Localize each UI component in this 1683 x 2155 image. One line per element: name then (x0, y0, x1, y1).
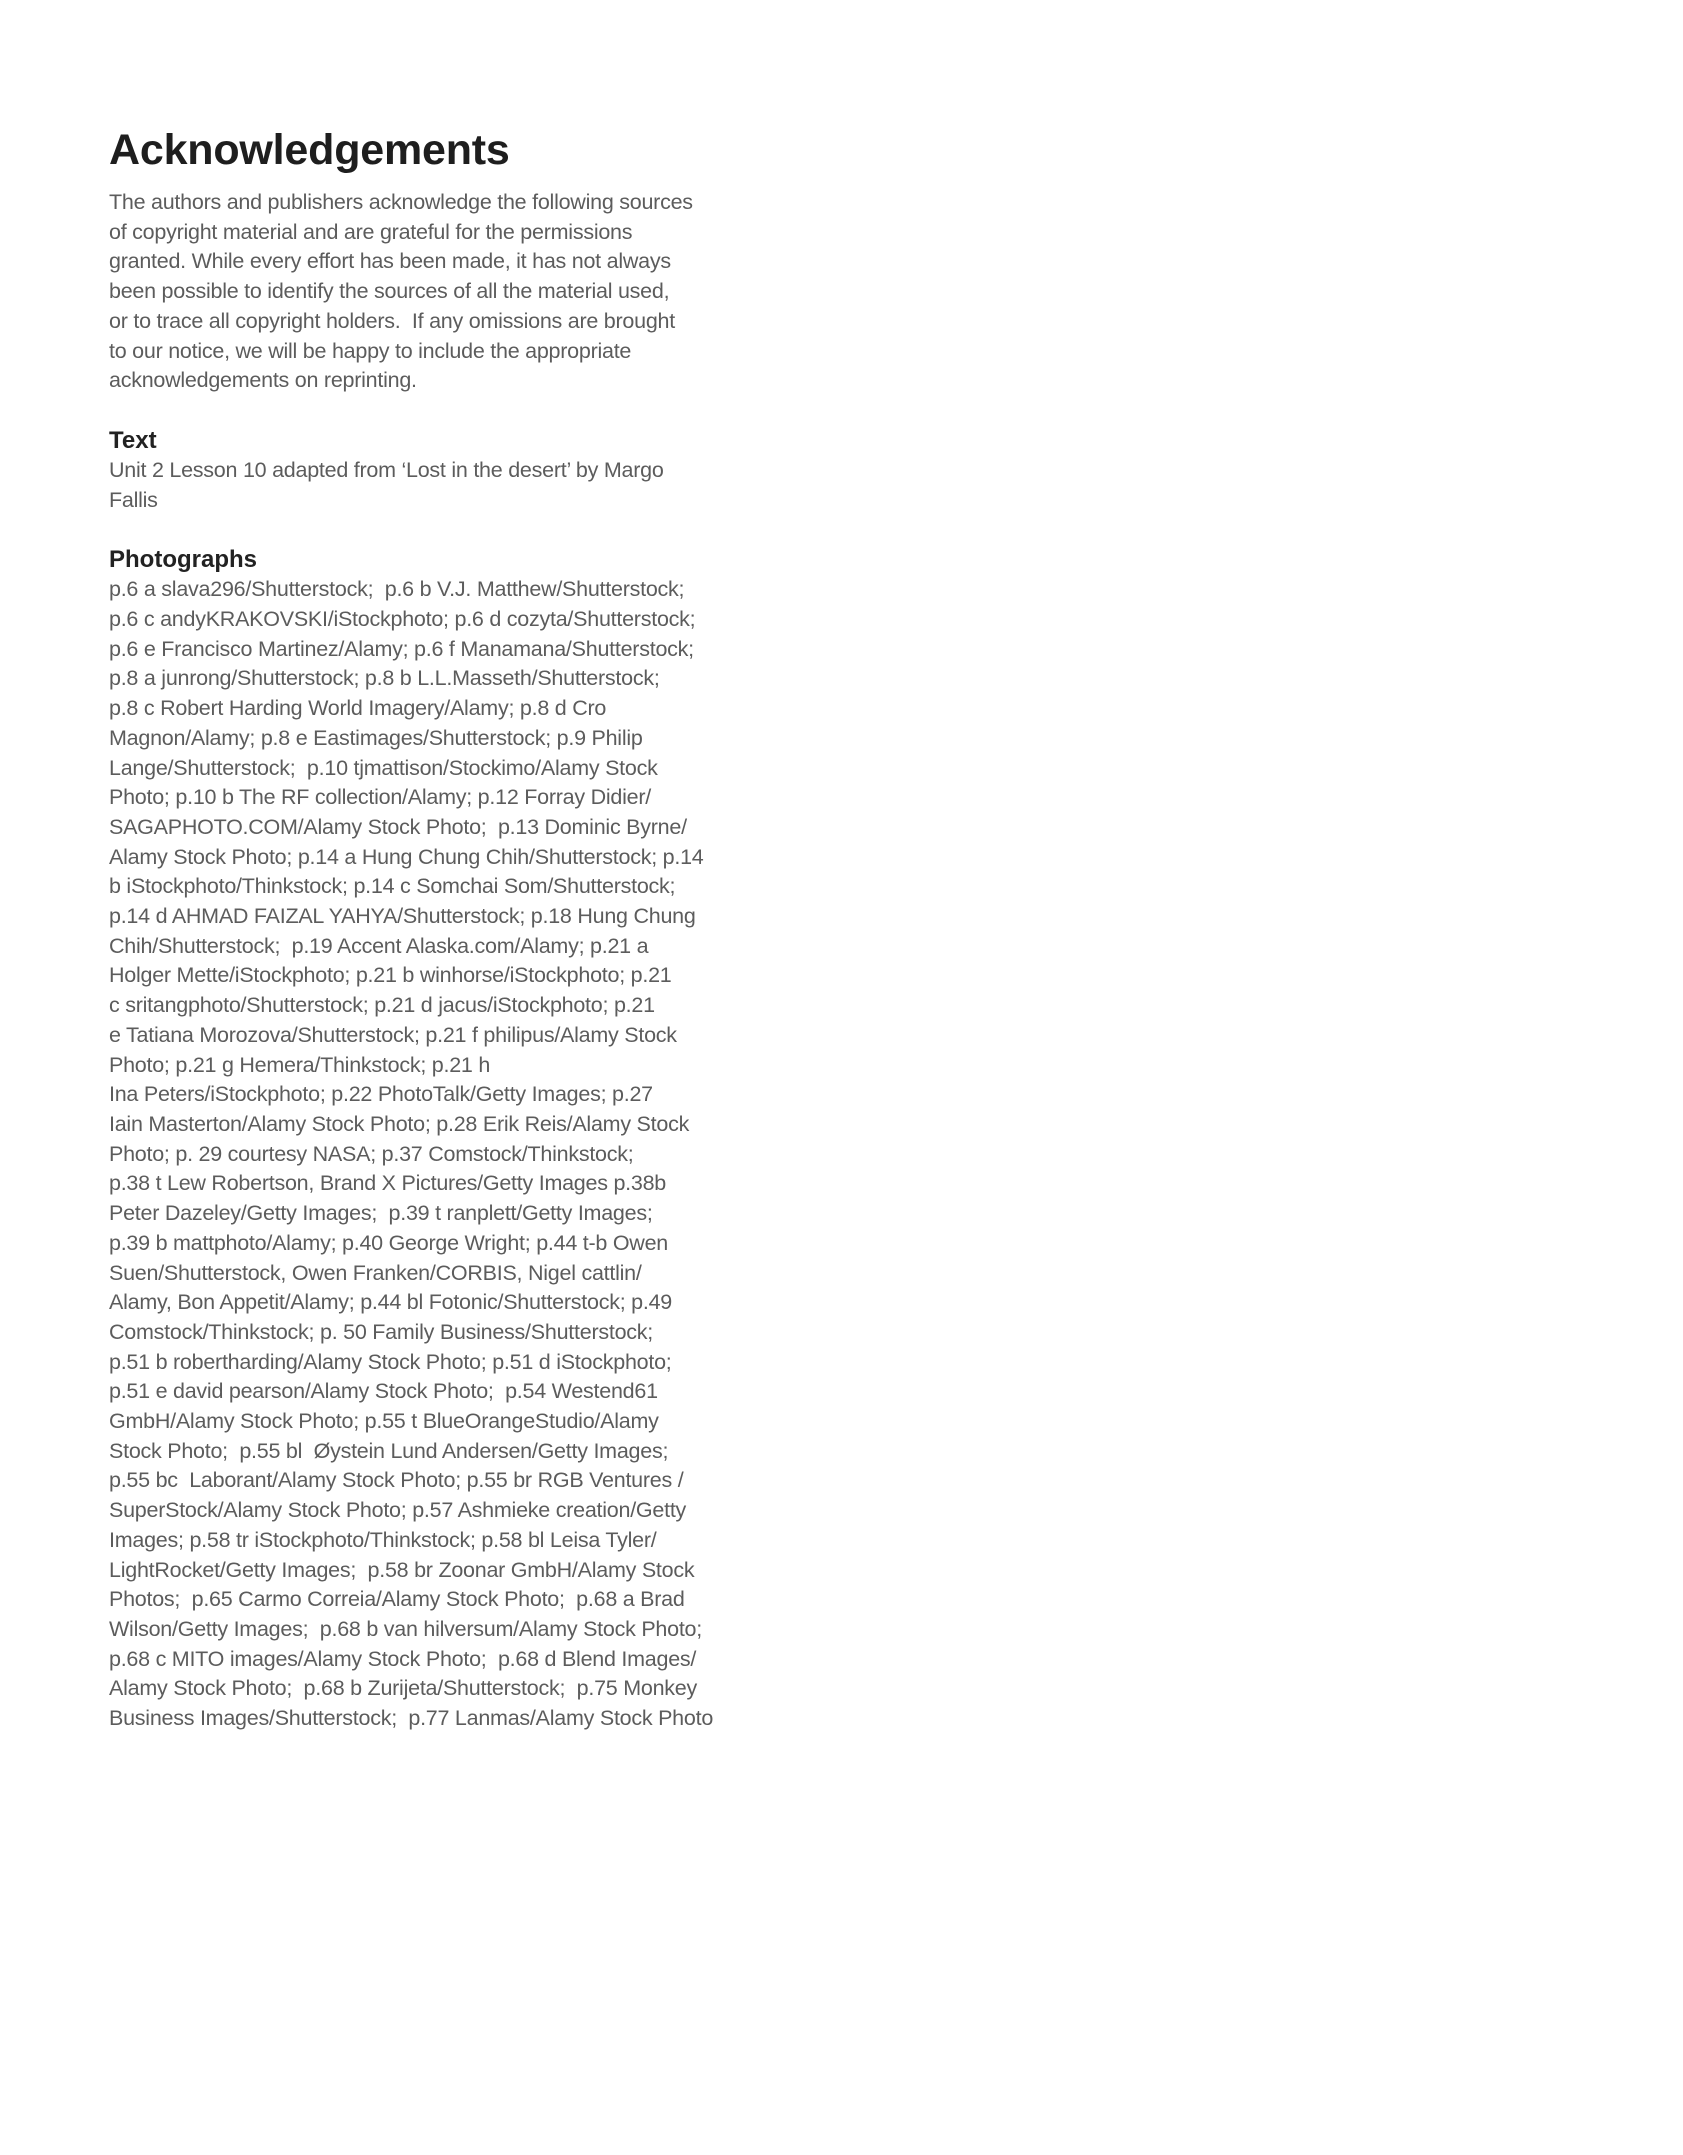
photo-credit-line: Alamy, Bon Appetit/Alamy; p.44 bl Fotonic/Shutterstock; p.49 (109, 1290, 673, 1315)
photo-credit-line: b iStockphoto/Thinkstock; p.14 c Somchai Som/Shutterstock; (109, 874, 676, 899)
photo-credit-line: Images; p.58 tr iStockphoto/Thinkstock; p.58 bl Leisa Tyler/ (109, 1527, 657, 1552)
photo-credit-line: p.14 d AHMAD FAIZAL YAHYA/Shutterstock; p.18 Hung Chung (109, 904, 696, 929)
text-credits (109, 456, 829, 515)
photo-credit-line: Alamy Stock Photo; p.14 a Hung Chung Chih/Shutterstock; p.14 (109, 844, 704, 869)
intro-line: The authors and publishers acknowledge the following sources (109, 190, 693, 214)
intro-line: acknowledgements on reprinting. (109, 368, 417, 393)
photo-credit-line: Alamy Stock Photo; p.68 b Zurijeta/Shutterstock; p.75 Monkey (109, 1676, 697, 1701)
photo-credit-line: Stock Photo; p.55 bl Øystein Lund Andersen/Getty Images; (109, 1438, 669, 1463)
photo-credit-line: Photo; p.21 g Hemera/Thinkstock; p.21 h (109, 1052, 491, 1077)
photo-credit-line: Ina Peters/iStockphoto; p.22 PhotoTalk/Getty Images; p.27 (109, 1082, 653, 1107)
photo-credit-line: SAGAPHOTO.COM/Alamy Stock Photo; p.13 Dominic Byrne/ (109, 814, 687, 839)
photo-credit-line: Photos; p.65 Carmo Correia/Alamy Stock Photo; p.68 a Brad (109, 1587, 685, 1612)
photo-credit-line: p.6 c andyKRAKOVSKI/iStockphoto; p.6 d cozyta/Shutterstock; (109, 607, 696, 632)
text-credit-line: Fallis (109, 487, 158, 512)
photo-credit-line: GmbH/Alamy Stock Photo; p.55 t BlueOrangeStudio/Alamy (109, 1409, 659, 1434)
photo-credit-line: Photo; p.10 b The RF collection/Alamy; p.12 Forray Didier/ (109, 785, 651, 810)
photo-credit-line: Photo; p. 29 courtesy NASA; p.37 Comstock/Thinkstock; (109, 1141, 634, 1166)
photo-credit-line: e Tatiana Morozova/Shutterstock; p.21 f philipus/Alamy Stock (109, 1022, 677, 1047)
photo-credit-line: p.51 b robertharding/Alamy Stock Photo; p.51 d iStockphoto; (109, 1349, 672, 1374)
photo-credit-line: p.6 a slava296/Shutterstock; p.6 b V.J. Matthew/Shutterstock; (109, 577, 685, 602)
photo-credit-line: p.8 c Robert Harding World Imagery/Alamy; p.8 d Cro (109, 696, 607, 721)
text-credit-line: Unit 2 Lesson 10 adapted from ‘Lost in the desert’ by Margo (109, 457, 664, 482)
photo-credit-line: LightRocket/Getty Images; p.58 br Zoonar GmbH/Alamy Stock (109, 1557, 695, 1582)
photo-credit-line: p.6 e Francisco Martinez/Alamy; p.6 f Manamana/Shutterstock; (109, 636, 694, 661)
photo-credit-line: Chih/Shutterstock; p.19 Accent Alaska.com/Alamy; p.21 a (109, 933, 649, 958)
photo-credit-line: p.39 b mattphoto/Alamy; p.40 George Wright; p.44 t-b Owen (109, 1230, 668, 1255)
photo-credit-line: Suen/Shutterstock, Owen Franken/CORBIS, Nigel cattlin/ (109, 1260, 642, 1285)
photo-credit-line: Lange/Shutterstock; p.10 tjmattison/Stockimo/Alamy Stock (109, 755, 658, 780)
page-title: Acknowledgements (109, 126, 510, 174)
photographs-section (109, 544, 829, 1733)
photo-credit-line: Holger Mette/iStockphoto; p.21 b winhorse/iStockphoto; p.21 (109, 963, 672, 988)
intro-line: granted. While every effort has been made, it has not always (109, 249, 671, 274)
photo-credit-line: SuperStock/Alamy Stock Photo; p.57 Ashmieke creation/Getty (109, 1498, 687, 1523)
photo-credit-line: Peter Dazeley/Getty Images; p.39 t ranplett/Getty Images; (109, 1201, 653, 1226)
photo-credits (109, 575, 829, 1733)
photo-credit-line: Comstock/Thinkstock; p. 50 Family Business/Shutterstock; (109, 1319, 654, 1344)
photo-credit-line: p.38 t Lew Robertson, Brand X Pictures/Getty Images p.38b (109, 1171, 667, 1196)
photo-credit-line: p.55 bc Laborant/Alamy Stock Photo; p.55 br RGB Ventures / (109, 1468, 684, 1493)
intro-line: been possible to identify the sources of all the material used, (109, 279, 670, 304)
photo-credit-line: Wilson/Getty Images; p.68 b van hilversum/Alamy Stock Photo; (109, 1616, 702, 1641)
intro-line: to our notice, we will be happy to include the appropriate (109, 338, 632, 363)
photo-credit-line: Iain Masterton/Alamy Stock Photo; p.28 Erik Reis/Alamy Stock (109, 1111, 690, 1136)
text-section (109, 425, 829, 515)
photographs-section-heading: Photographs (109, 546, 257, 574)
intro-paragraph (109, 188, 829, 396)
photo-credit-line: Business Images/Shutterstock; p.77 Lanmas/Alamy Stock Photo (109, 1706, 714, 1731)
photo-credit-line: p.51 e david pearson/Alamy Stock Photo; p.54 Westend61 (109, 1379, 658, 1404)
photo-credit-line: p.68 c MITO images/Alamy Stock Photo; p.68 d Blend Images/ (109, 1646, 697, 1671)
acknowledgements-page (109, 120, 829, 1734)
intro-line: or to trace all copyright holders. If any omissions are brought (109, 308, 675, 333)
text-section-heading: Text (109, 426, 157, 454)
photo-credit-line: Magnon/Alamy; p.8 e Eastimages/Shutterstock; p.9 Philip (109, 725, 643, 750)
photo-credit-line: p.8 a junrong/Shutterstock; p.8 b L.L.Masseth/Shutterstock; (109, 666, 660, 691)
photo-credit-line: c sritangphoto/Shutterstock; p.21 d jacus/iStockphoto; p.21 (109, 993, 655, 1018)
intro-line: of copyright material and are grateful for the permissions (109, 219, 633, 244)
